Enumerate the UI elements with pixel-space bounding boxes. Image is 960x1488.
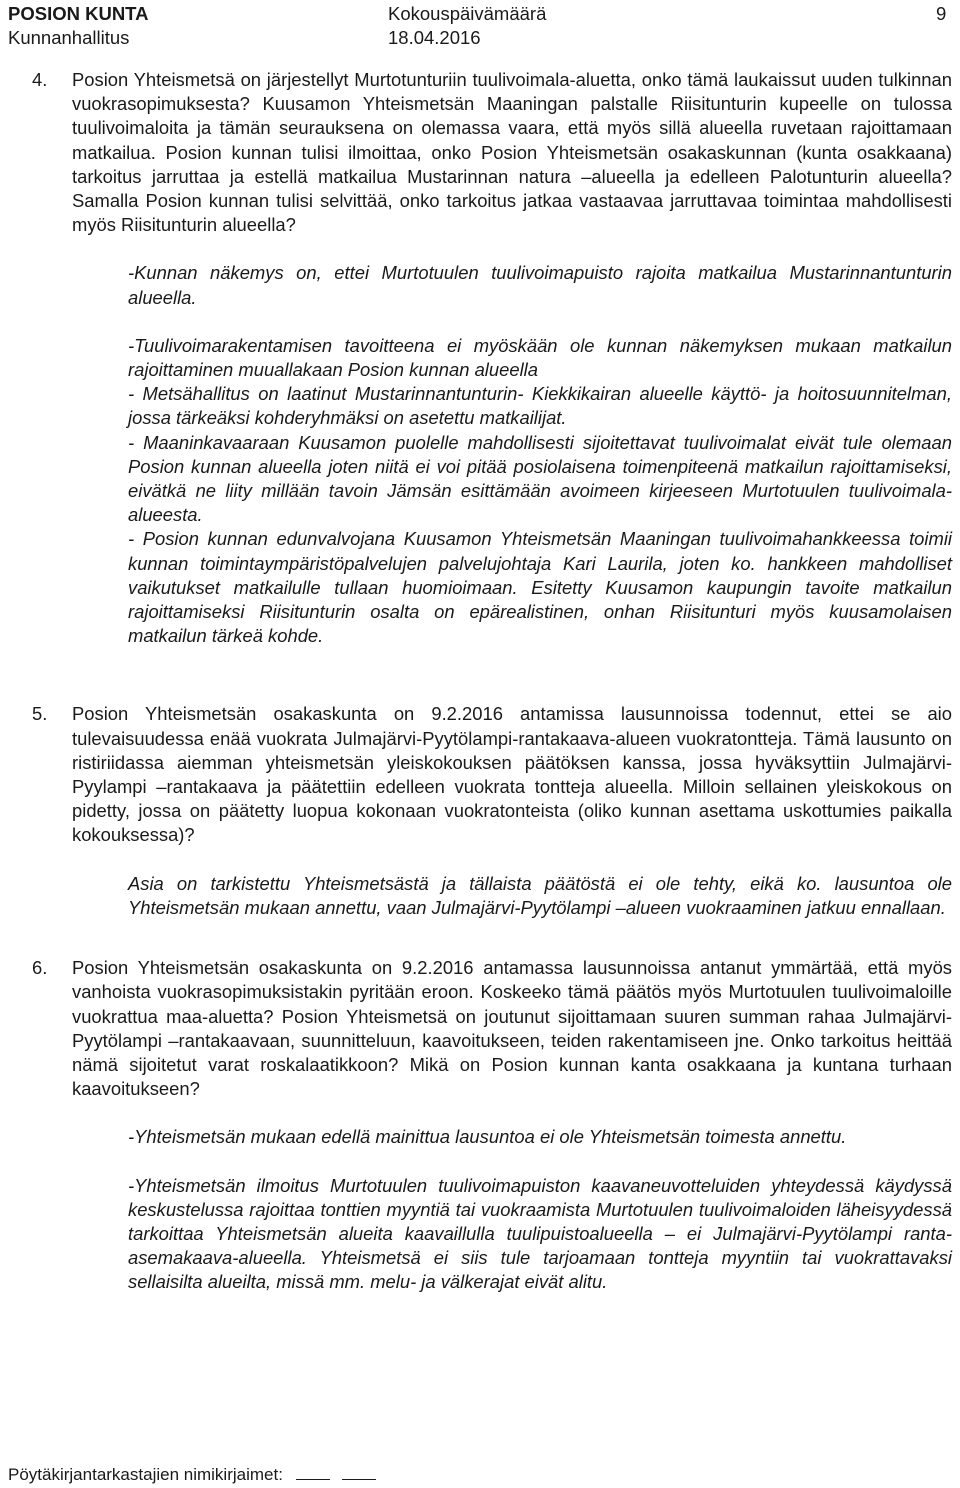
item-number: 5. [32, 703, 48, 725]
response-block-6 [8, 1125, 952, 1294]
response-paragraph: -Kunnan näkemys on, ettei Murtotuulen tuulivoimapuisto rajoita matkailua Mustarinnantunturin alueella. [128, 262, 952, 308]
document-body [8, 68, 952, 1295]
org-name: POSION KUNTA [8, 3, 149, 24]
question-text: Posion Yhteismetsän osakaskunta on 9.2.2016 antamassa lausunnoissa antanut ymmärtää, että myös vanhoista vuokrasopimuksistakin pyritään eroon. Koskeeko tämä päätös myös Murtotuulen tuulivoimaloille vuokrattua maa-aluetta? Posion Yhteismetsä on joutunut sijoittamaan suuren summan rahaa Julmajärvi-Pyytölampi –rantakaavaan, suunnitteluun, kaavoitukseen, teiden rakentamiseen jne. Onko tarkoitus heittää nämä sijoitetut varat roskalaatikkoon? Mikä on Posion kunnan kanta osakkaana ja kuntana turhaan kaavoitukseen? [72, 957, 952, 1100]
item-number: 6. [32, 957, 48, 979]
page-number: 9 [936, 3, 947, 24]
response-paragraph: -Yhteismetsän mukaan edellä mainittua lausuntoa ei ole Yhteismetsän toimesta annettu. [128, 1126, 847, 1148]
council-name: Kunnanhallitus [8, 27, 130, 48]
response-block-4 [8, 261, 952, 648]
question-item-4 [8, 68, 952, 237]
question-item-6 [8, 956, 952, 1101]
meeting-date-label: Kokouspäivämäärä [388, 3, 547, 24]
response-paragraph: - Posion kunnan edunvalvojana Kuusamon Yhteismetsän Maaningan tuulivoimahankkeessa toimii kunnan toimintaympäristöpalvelujen palvelujohtaja Kari Laurila, joten ko. hankkeen mahdolliset vaikutukset matkailulle tullaan huomioimaan. Esitetty Kuusamon kaupungin tavoite matkailun rajoittamiseksi Riisitunturin osalta on epärealistinen, onhan Riisitunturi myös kuusamolaisen matkailun tärkeä kohde. [128, 528, 952, 647]
response-paragraph: - Metsähallitus on laatinut Mustarinnantunturin- Kiekkikairan alueelle käyttö- ja hoitosuunnitelman, jossa tärkeäksi kohderyhmäksi on asetettu matkailijat. [128, 383, 952, 429]
response-paragraph: -Yhteismetsän ilmoitus Murtotuulen tuulivoimapuiston kaavaneuvotteluiden yhteydessä käydyssä keskustelussa rajoittaa tonttien myyntiä tai vuokraamista Murtotuulen tuulivoimaloiden läheisyydessä tarkoittaa Yhteismetsän alueita kaavaillulla tuulipuistoalueella – ei Julmajärvi-Pyytölampi ranta-asemakaava-alueella. Yhteismetsä ei siis tule tarjoamaan tontteja myyntiin tai vuokrattavaksi sellaisilta alueilta, missä mm. melu- ja välkerajat eivät alitu. [128, 1174, 952, 1293]
signature-line [296, 1465, 330, 1480]
page-header [8, 0, 952, 52]
question-text: Posion Yhteismetsän osakaskunta on 9.2.2016 antamissa lausunnoissa todennut, ettei se aio tulevaisuudessa enää vuokrata Julmajärvi-Pyytölampi-rantakaava-alueen vuokratontteja. Tämä lausunto on ristiriidassa aiemman yhteismetsän yleiskokouksen päätöksen kanssa, jossa hyväksyttiin Julmajärvi-Pyylampi –rantakaava ja päätettiin edelleen vuokrata tontteja alueella. Milloin sellainen yleiskokous on pidetty, jossa on päätetty luopua kokonaan vuokratonteista (oliko kunnan asettama uskottumies paikalla kokouksessa)? [72, 703, 952, 846]
response-paragraph: Asia on tarkistettu Yhteismetsästä ja tällaista päätöstä ei ole tehty, eikä ko. lausuntoa ole Yhteismetsän mukaan annettu, vaan Julmajärvi-Pyytölampi –alueen vuokraaminen jatkuu ennallaan. [128, 872, 952, 918]
response-paragraph: - Maaninkavaaraan Kuusamon puolelle mahdollisesti sijoitettavat tuulivoimalat eivät tule olemaan Posion kunnan alueella joten niitä ei voi pitää posiolaisena toimenpiteenä matkailun rajoittamiseksi, eivätkä ne liity millään tavoin Jämsän esittämään avoimeen kirjeeseen Murtotuulen tuulivoimala-alueesta. [128, 431, 952, 526]
question-item-5 [8, 702, 952, 847]
response-block-5 [8, 872, 952, 920]
response-paragraph: -Tuulivoimarakentamisen tavoitteena ei myöskään ole kunnan näkemyksen mukaan matkailun rajoittaminen muuallakaan Posion kunnan alueella [128, 334, 952, 381]
page-footer [8, 1464, 376, 1486]
signature-label: Pöytäkirjantarkastajien nimikirjaimet: [8, 1465, 283, 1484]
meeting-date: 18.04.2016 [388, 27, 481, 48]
question-text: Posion Yhteismetsä on järjestellyt Murtotunturiin tuulivoimala-aluetta, onko tämä laukaissut uuden tulkinnan vuokrasopimuksesta? Kuusamon Yhteismetsän Maaningan palstalle Riisitunturin kupeelle on tulossa tuulivoimaloita ja tämän seurauksena on olemassa vaara, että myös sillä alueella ruvetaan rajoittamaan matkailua. Posion kunnan tulisi ilmoittaa, onko Posion Yhteismetsän osakaskunnan (kunta osakkaana) tarkoitus jarruttaa ja estellä matkailua Mustarinnan natura –alueella ja edelleen Palotunturin alueella? Samalla Posion kunnan tulisi selvittää, onko tarkoitus jatkaa vastaavaa jarruttavaa toimintaa mahdollisesti myös Riisitunturin alueella? [72, 69, 952, 236]
item-number: 4. [32, 69, 48, 90]
signature-line [342, 1465, 376, 1480]
